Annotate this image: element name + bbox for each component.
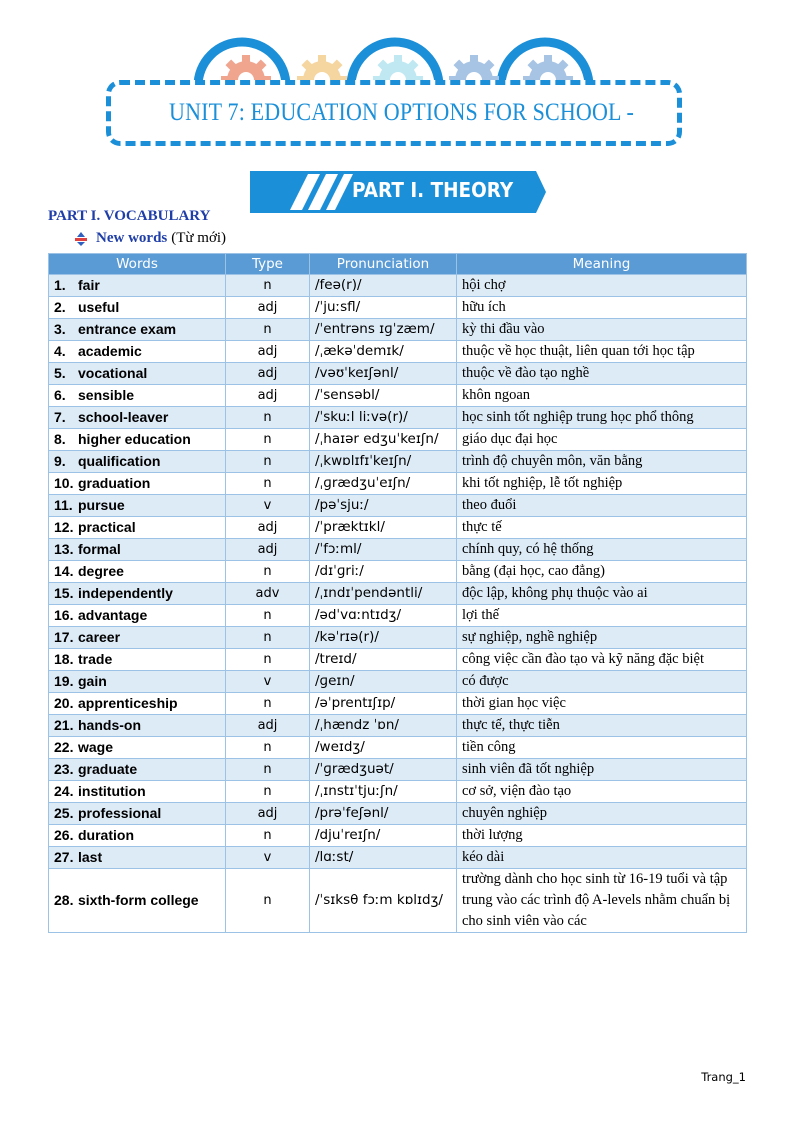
type-cell: n: [226, 627, 310, 649]
meaning-cell: chuyên nghiệp: [457, 803, 747, 825]
pronunciation-cell: /vəʊˈkeɪʃənl/: [310, 363, 457, 385]
word-text: fair: [78, 277, 100, 293]
row-number: 10.: [54, 475, 74, 491]
word-cell: [49, 407, 226, 429]
meaning-cell: trình độ chuyên môn, văn bằng: [457, 451, 747, 473]
word-cell: [49, 583, 226, 605]
type-cell: adj: [226, 715, 310, 737]
row-number: 16.: [54, 607, 74, 623]
meaning-cell: thời lượng: [457, 825, 747, 847]
table-row: [49, 583, 747, 605]
type-cell: n: [226, 561, 310, 583]
type-cell: adj: [226, 385, 310, 407]
table-row: [49, 561, 747, 583]
pronunciation-cell: /ɡeɪn/: [310, 671, 457, 693]
word-text: wage: [78, 739, 114, 755]
word-text: sixth-form college: [78, 892, 199, 908]
pronunciation-cell: /feə(r)/: [310, 275, 457, 297]
table-row: [49, 825, 747, 847]
row-number: 4.: [54, 343, 66, 359]
word-text: formal: [78, 541, 121, 557]
table-row: [49, 473, 747, 495]
pronunciation-cell: /ˈɡrædʒuət/: [310, 759, 457, 781]
pronunciation-cell: /weɪdʒ/: [310, 737, 457, 759]
meaning-cell: sinh viên đã tốt nghiệp: [457, 759, 747, 781]
type-cell: adj: [226, 539, 310, 561]
meaning-cell: chính quy, có hệ thống: [457, 539, 747, 561]
row-number: 5.: [54, 365, 66, 381]
word-cell: [49, 605, 226, 627]
word-cell: [49, 473, 226, 495]
word-cell: [49, 429, 226, 451]
pronunciation-cell: /ˈskuːl liːvə(r)/: [310, 407, 457, 429]
type-cell: n: [226, 605, 310, 627]
word-cell: [49, 385, 226, 407]
word-text: hands-on: [78, 717, 141, 733]
word-text: institution: [78, 783, 146, 799]
meaning-cell: kỳ thi đầu vào: [457, 319, 747, 341]
table-row: [49, 407, 747, 429]
pronunciation-cell: /prəˈfeʃənl/: [310, 803, 457, 825]
word-text: graduate: [78, 761, 138, 777]
type-cell: v: [226, 847, 310, 869]
table-row: [49, 781, 747, 803]
type-cell: adj: [226, 517, 310, 539]
row-number: 8.: [54, 431, 66, 447]
pronunciation-cell: /ˌɪndɪˈpendəntli/: [310, 583, 457, 605]
type-cell: n: [226, 275, 310, 297]
word-cell: [49, 561, 226, 583]
col-header-pronunciation: Pronunciation: [310, 254, 457, 275]
gears-decoration: [0, 0, 794, 90]
meaning-cell: hữu ích: [457, 297, 747, 319]
meaning-cell: công việc cần đào tạo và kỹ năng đặc biệt: [457, 649, 747, 671]
word-text: academic: [78, 343, 142, 359]
meaning-cell: học sinh tốt nghiệp trung học phổ thông: [457, 407, 747, 429]
row-number: 7.: [54, 409, 66, 425]
meaning-cell: thực tế, thực tiễn: [457, 715, 747, 737]
meaning-cell: tiền công: [457, 737, 747, 759]
meaning-cell: sự nghiệp, nghề nghiệp: [457, 627, 747, 649]
row-number: 24.: [54, 783, 74, 799]
table-row: [49, 803, 747, 825]
type-cell: n: [226, 759, 310, 781]
row-number: 12.: [54, 519, 74, 535]
row-number: 19.: [54, 673, 74, 689]
table-row: [49, 847, 747, 869]
table-row: [49, 275, 747, 297]
word-cell: [49, 539, 226, 561]
word-cell: [49, 495, 226, 517]
word-cell: [49, 781, 226, 803]
table-row: [49, 297, 747, 319]
row-number: 23.: [54, 761, 74, 777]
type-cell: n: [226, 451, 310, 473]
pronunciation-cell: /ˈjuːsfl/: [310, 297, 457, 319]
pronunciation-cell: /ˌɪnstɪˈtjuːʃn/: [310, 781, 457, 803]
word-text: duration: [78, 827, 134, 843]
pronunciation-cell: /lɑːst/: [310, 847, 457, 869]
meaning-cell: khôn ngoan: [457, 385, 747, 407]
table-row: [49, 605, 747, 627]
word-cell: [49, 693, 226, 715]
row-number: 3.: [54, 321, 66, 337]
table-row: [49, 341, 747, 363]
word-text: useful: [78, 299, 120, 315]
subheading: [74, 230, 226, 247]
row-number: 2.: [54, 299, 66, 315]
part-banner-label: PART I. THEORY: [352, 178, 514, 202]
type-cell: n: [226, 319, 310, 341]
meaning-cell: thuộc về học thuật, liên quan tới học tập: [457, 341, 747, 363]
table-row: [49, 495, 747, 517]
pronunciation-cell: /ədˈvɑːntɪdʒ/: [310, 605, 457, 627]
subheading-rest: (Từ mới): [171, 230, 227, 246]
row-number: 6.: [54, 387, 66, 403]
word-text: school-leaver: [78, 409, 169, 425]
pronunciation-cell: /ˌhaɪər edʒuˈkeɪʃn/: [310, 429, 457, 451]
pronunciation-cell: /ˈsɪksθ fɔːm kɒlɪdʒ/: [310, 869, 457, 933]
type-cell: n: [226, 693, 310, 715]
pronunciation-cell: /dɪˈɡriː/: [310, 561, 457, 583]
type-cell: n: [226, 649, 310, 671]
word-text: entrance exam: [78, 321, 177, 337]
type-cell: n: [226, 781, 310, 803]
word-cell: [49, 803, 226, 825]
row-number: 26.: [54, 827, 74, 843]
meaning-cell: lợi thế: [457, 605, 747, 627]
type-cell: adj: [226, 803, 310, 825]
unit-title: UNIT 7: EDUCATION OPTIONS FOR SCHOOL -: [169, 99, 635, 126]
pronunciation-cell: /ˌhændz ˈɒn/: [310, 715, 457, 737]
subheading-bold: New words: [96, 230, 168, 246]
meaning-cell: thời gian học việc: [457, 693, 747, 715]
unit-title-box: [106, 80, 682, 146]
word-text: trade: [78, 651, 113, 667]
type-cell: adj: [226, 297, 310, 319]
vocabulary-table: [48, 253, 747, 933]
type-cell: adj: [226, 341, 310, 363]
word-cell: [49, 649, 226, 671]
type-cell: n: [226, 473, 310, 495]
row-number: 14.: [54, 563, 74, 579]
meaning-cell: độc lập, không phụ thuộc vào ai: [457, 583, 747, 605]
row-number: 27.: [54, 849, 74, 865]
type-cell: v: [226, 671, 310, 693]
word-cell: [49, 715, 226, 737]
meaning-cell: theo đuổi: [457, 495, 747, 517]
table-row: [49, 693, 747, 715]
type-cell: n: [226, 407, 310, 429]
meaning-cell: hội chợ: [457, 275, 747, 297]
arrow-bullet-icon: [74, 232, 88, 246]
word-cell: [49, 825, 226, 847]
row-number: 15.: [54, 585, 74, 601]
word-text: qualification: [78, 453, 161, 469]
meaning-cell: khi tốt nghiệp, lễ tốt nghiệp: [457, 473, 747, 495]
table-row: [49, 319, 747, 341]
type-cell: n: [226, 825, 310, 847]
meaning-cell: giáo dục đại học: [457, 429, 747, 451]
meaning-cell: bằng (đại học, cao đẳng): [457, 561, 747, 583]
pronunciation-cell: /əˈprentɪʃɪp/: [310, 693, 457, 715]
word-text: advantage: [78, 607, 148, 623]
word-text: higher education: [78, 431, 191, 447]
table-row: [49, 451, 747, 473]
pronunciation-cell: /pəˈsjuː/: [310, 495, 457, 517]
pronunciation-cell: /ˌækəˈdemɪk/: [310, 341, 457, 363]
meaning-cell: kéo dài: [457, 847, 747, 869]
word-cell: [49, 275, 226, 297]
word-text: career: [78, 629, 121, 645]
table-header-row: [49, 254, 747, 275]
type-cell: adj: [226, 363, 310, 385]
row-number: 9.: [54, 453, 66, 469]
word-cell: [49, 297, 226, 319]
pronunciation-cell: /ˈpræktɪkl/: [310, 517, 457, 539]
pronunciation-cell: /kəˈrɪə(r)/: [310, 627, 457, 649]
type-cell: n: [226, 737, 310, 759]
word-cell: [49, 341, 226, 363]
word-cell: [49, 671, 226, 693]
pronunciation-cell: /ˈentrəns ɪɡˈzæm/: [310, 319, 457, 341]
table-row: [49, 671, 747, 693]
word-text: gain: [78, 673, 107, 689]
row-number: 13.: [54, 541, 74, 557]
table-row: [49, 627, 747, 649]
pronunciation-cell: /treɪd/: [310, 649, 457, 671]
word-cell: [49, 451, 226, 473]
word-cell: [49, 869, 226, 933]
table-row: [49, 715, 747, 737]
table-row: [49, 517, 747, 539]
word-cell: [49, 627, 226, 649]
type-cell: n: [226, 429, 310, 451]
pronunciation-cell: /ˌkwɒlɪfɪˈkeɪʃn/: [310, 451, 457, 473]
row-number: 28.: [54, 892, 74, 908]
pronunciation-cell: /ˌɡrædʒuˈeɪʃn/: [310, 473, 457, 495]
table-row: [49, 649, 747, 671]
row-number: 17.: [54, 629, 74, 645]
word-text: graduation: [78, 475, 151, 491]
table-row: [49, 429, 747, 451]
table-row: [49, 869, 747, 933]
word-text: independently: [78, 585, 173, 601]
meaning-cell: trường dành cho học sinh từ 16-19 tuổi và tập trung vào các trình độ A-levels nhằm chuẩn bị cho sinh viên vào các: [457, 869, 747, 933]
word-text: degree: [78, 563, 124, 579]
word-cell: [49, 737, 226, 759]
word-cell: [49, 363, 226, 385]
pronunciation-cell: /djuˈreɪʃn/: [310, 825, 457, 847]
word-cell: [49, 517, 226, 539]
row-number: 25.: [54, 805, 74, 821]
type-cell: adv: [226, 583, 310, 605]
section-heading: PART I. VOCABULARY: [48, 208, 211, 224]
meaning-cell: cơ sở, viện đào tạo: [457, 781, 747, 803]
word-text: apprenticeship: [78, 695, 178, 711]
word-text: practical: [78, 519, 136, 535]
word-cell: [49, 847, 226, 869]
row-number: 22.: [54, 739, 74, 755]
type-cell: n: [226, 869, 310, 933]
pronunciation-cell: /ˈfɔːml/: [310, 539, 457, 561]
word-cell: [49, 759, 226, 781]
word-text: last: [78, 849, 103, 865]
table-row: [49, 759, 747, 781]
row-number: 1.: [54, 277, 66, 293]
page-number: Trang_1: [701, 1070, 746, 1084]
table-row: [49, 385, 747, 407]
meaning-cell: thuộc về đào tạo nghề: [457, 363, 747, 385]
meaning-cell: có được: [457, 671, 747, 693]
word-text: professional: [78, 805, 162, 821]
table-row: [49, 363, 747, 385]
table-row: [49, 539, 747, 561]
word-text: pursue: [78, 497, 125, 513]
row-number: 18.: [54, 651, 74, 667]
table-row: [49, 737, 747, 759]
col-header-type: Type: [226, 254, 310, 275]
row-number: 21.: [54, 717, 74, 733]
word-cell: [49, 319, 226, 341]
pronunciation-cell: /ˈsensəbl/: [310, 385, 457, 407]
row-number: 11.: [54, 497, 73, 513]
col-header-words: Words: [49, 254, 226, 275]
col-header-meaning: Meaning: [457, 254, 747, 275]
row-number: 20.: [54, 695, 74, 711]
meaning-cell: thực tế: [457, 517, 747, 539]
word-text: sensible: [78, 387, 135, 403]
type-cell: v: [226, 495, 310, 517]
word-text: vocational: [78, 365, 148, 381]
